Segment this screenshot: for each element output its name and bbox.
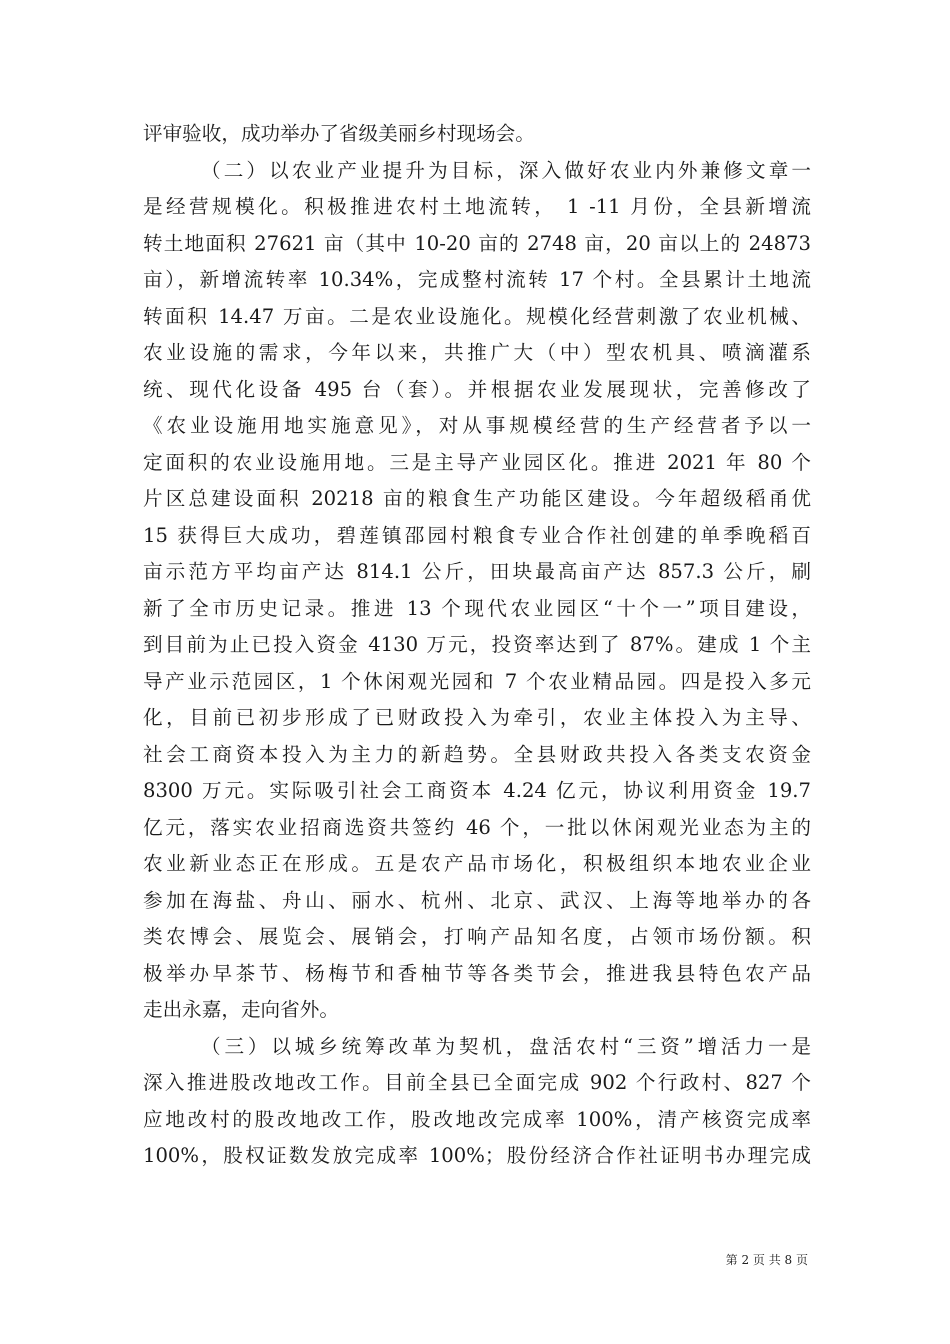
page-number: 第 2 页 共 8 页 bbox=[725, 1253, 808, 1267]
body-text bbox=[143, 116, 811, 1175]
text-line: 走出永嘉，走向省外。 bbox=[143, 998, 339, 1021]
text-line: （三）以城乡统筹改革为契机，盘活农村“三资”增活力一是 bbox=[201, 1034, 811, 1058]
text-line: 是经营规模化。积极推进农村土地流转， 1 -11 月份，全县新增流 bbox=[143, 195, 811, 218]
text-line: 亩示范方平均亩产达 814.1 公斤，田块最高亩产达 857.3 公斤，刷 bbox=[143, 560, 811, 583]
text-line: 导产业示范园区，1 个休闲观光园和 7 个农业精品园。四是投入多元 bbox=[143, 669, 811, 693]
text-line: 定面积的农业设施用地。三是主导产业园区化。推进 2021 年 80 个 bbox=[143, 450, 811, 474]
text-line: 转面积 14.47 万亩。二是农业设施化。规模化经营刺激了农业机械、 bbox=[143, 304, 811, 328]
text-line: 深入推进股改地改工作。目前全县已全面完成 902 个行政村、827 个 bbox=[143, 1071, 811, 1094]
text-line: （二）以农业产业提升为目标，深入做好农业内外兼修文章一 bbox=[201, 158, 811, 182]
text-line: 评审验收，成功举办了省级美丽乡村现场会。 bbox=[143, 122, 535, 145]
text-line: 《农业设施用地实施意见》，对从事规模经营的生产经营者予以一 bbox=[143, 414, 811, 437]
text-line: 化，目前已初步形成了已财政投入为牵引，农业主体投入为主导、 bbox=[143, 706, 811, 729]
text-line: 亩），新增流转率 10.34%，完成整村流转 17 个村。全县累计土地流 bbox=[143, 268, 811, 291]
text-line: 社会工商资本投入为主力的新趋势。全县财政共投入各类支农资金 bbox=[143, 742, 811, 766]
text-line: 片区总建设面积 20218 亩的粮食生产功能区建设。今年超级稻甬优 bbox=[143, 487, 811, 510]
text-line: 参加在海盐、舟山、丽水、杭州、北京、武汉、上海等地举办的各 bbox=[143, 888, 811, 912]
text-line: 类农博会、展览会、展销会，打响产品知名度，占领市场份额。积 bbox=[143, 925, 811, 948]
text-line: 极举办早茶节、杨梅节和香柚节等各类节会，推进我县特色农产品 bbox=[143, 961, 811, 985]
text-line: 农业设施的需求，今年以来，共推广大（中）型农机具、喷滴灌系 bbox=[143, 341, 811, 364]
text-line: 应地改村的股改地改工作，股改地改完成率 100%，清产核资完成率 bbox=[143, 1107, 811, 1131]
text-line: 8300 万元。实际吸引社会工商资本 4.24 亿元，协议利用资金 19.7 bbox=[143, 779, 811, 802]
text-line: 转土地面积 27621 亩（其中 10-20 亩的 2748 亩，20 亩以上的 24873 bbox=[143, 231, 811, 255]
text-line: 亿元，落实农业招商选资共签约 46 个，一批以休闲观光业态为主的 bbox=[143, 815, 811, 839]
text-line: 到目前为止已投入资金 4130 万元，投资率达到了 87%。建成 1 个主 bbox=[143, 633, 811, 656]
text-line: 新了全市历史记录。推进 13 个现代农业园区“十个一”项目建设， bbox=[143, 596, 811, 620]
text-line: 统、现代化设备 495 台（套）。并根据农业发展现状，完善修改了 bbox=[143, 377, 811, 401]
text-line: 100%，股权证数发放完成率 100%；股份经济合作社证明书办理完成 bbox=[143, 1144, 811, 1167]
text-line: 15 获得巨大成功，碧莲镇邵园村粮食专业合作社创建的单季晚稻百 bbox=[143, 523, 811, 547]
text-line: 农业新业态正在形成。五是农产品市场化，积极组织本地农业企业 bbox=[143, 852, 811, 875]
